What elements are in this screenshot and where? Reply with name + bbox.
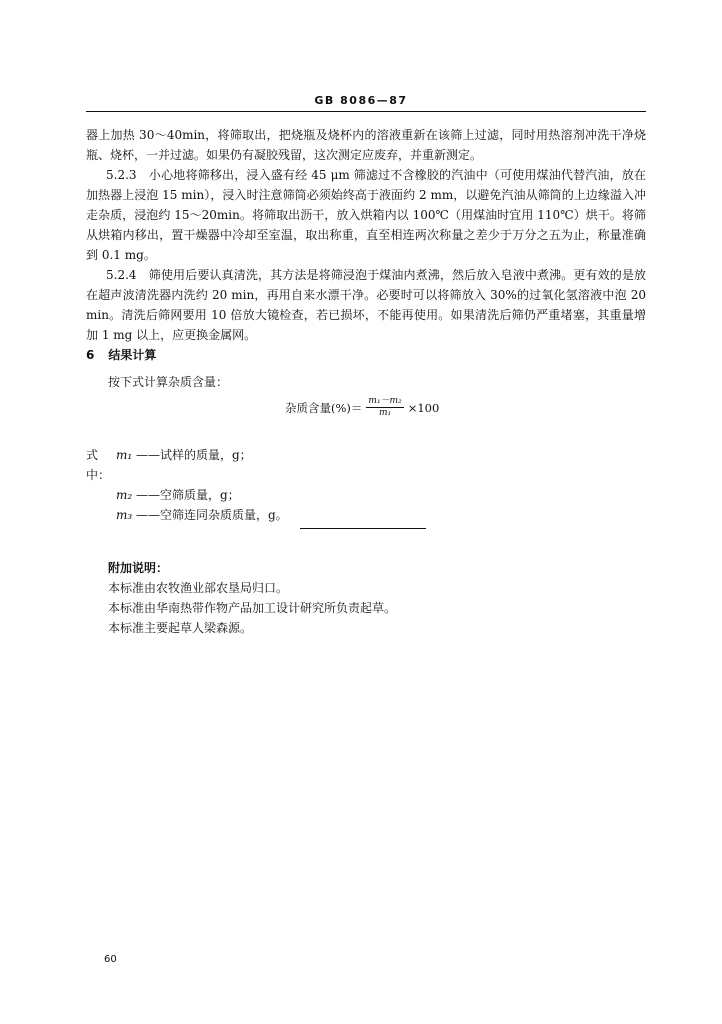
formula-lhs: 杂质含量(%)＝ <box>285 400 363 415</box>
variable-description: ——空筛质量，g； <box>136 488 240 502</box>
where-prefix: 式中： <box>86 448 111 482</box>
section-number: 6 <box>86 348 95 362</box>
impurity-formula <box>285 396 439 419</box>
variable-description: ——空筛连同杂质质量，g。 <box>136 508 288 522</box>
notes-title: 附加说明： <box>108 561 169 575</box>
paragraph-5-2-3: 5.2.3 小心地将筛移出，浸入盛有经 45 μm 筛滤过不含橡胶的汽油中（可使用煤油代替汽油，放在加热器上浸泡 15 min），浸入时注意筛筒必须始终高于液面约 2 mm，以避免汽油从筛筒的上边缘溢入冲走杂质，浸泡约 15～20min。将筛取出沥干，放入烘箱内以 100℃（用煤油时宜用 110℃）烘干。将筛从烘箱内移出，置干燥器中冷却至室温，取出称重，直至相连两次称量之差少于万分之五为止，称量准确到 0.1 mg。 <box>86 168 646 262</box>
end-of-text-rule <box>300 528 426 529</box>
notes-line: 本标准主要起草人梁森源。 <box>108 621 253 635</box>
page-number: 60 <box>104 954 117 965</box>
formula-rhs: ×100 <box>407 400 440 415</box>
notes-line: 本标准由华南热带作物产品加工设计研究所负责起草。 <box>108 601 397 615</box>
formula-numerator: m₁－m₂ <box>368 396 402 406</box>
paragraph-continuation: 器上加热 30～40min，将筛取出，把烧瓶及烧杯内的溶液重新在该筛上过滤，同时用热溶剂冲洗干净烧瓶、烧杯，一并过滤。如果仍有凝胶残留，这次测定应废弃，并重新测定。 <box>86 128 646 162</box>
section-title: 结果计算 <box>108 348 157 362</box>
formula-fraction <box>366 396 403 419</box>
section-heading-6 <box>86 346 156 363</box>
variable-row <box>86 505 288 525</box>
notes-line: 本标准由农牧渔业部农垦局归口。 <box>108 581 289 595</box>
formula-intro: 按下式计算杂质含量： <box>108 375 229 389</box>
page-header-standard-code: GB 8086—87 <box>314 94 408 107</box>
paragraph-5-2-4: 5.2.4 筛使用后要认真清洗，其方法是将筛浸泡于煤油内煮沸，然后放入皂液中煮沸。更有效的是放在超声波清洗器内洗约 20 min，再用自来水漂干净。必要时可以将筛放入 30%的过氧化氢溶液中泡 20 min。清洗后筛网要用 10 倍放大镜检查，若已损坏，不能再使用。如果清洗后筛仍严重堵塞，其重量增加 1 mg 以上，应更换金属网。 <box>86 268 646 342</box>
header-rule <box>86 111 646 112</box>
variable-symbol: m₁ <box>116 448 133 462</box>
variable-symbol: m₂ <box>116 488 133 502</box>
variable-row <box>86 485 288 505</box>
additional-notes <box>108 558 396 638</box>
variable-row <box>86 445 288 485</box>
variable-symbol: m₃ <box>116 508 133 522</box>
formula-denominator: m₁ <box>378 408 392 418</box>
variable-definitions <box>86 445 288 525</box>
variable-description: ——试样的质量，g； <box>136 448 252 462</box>
